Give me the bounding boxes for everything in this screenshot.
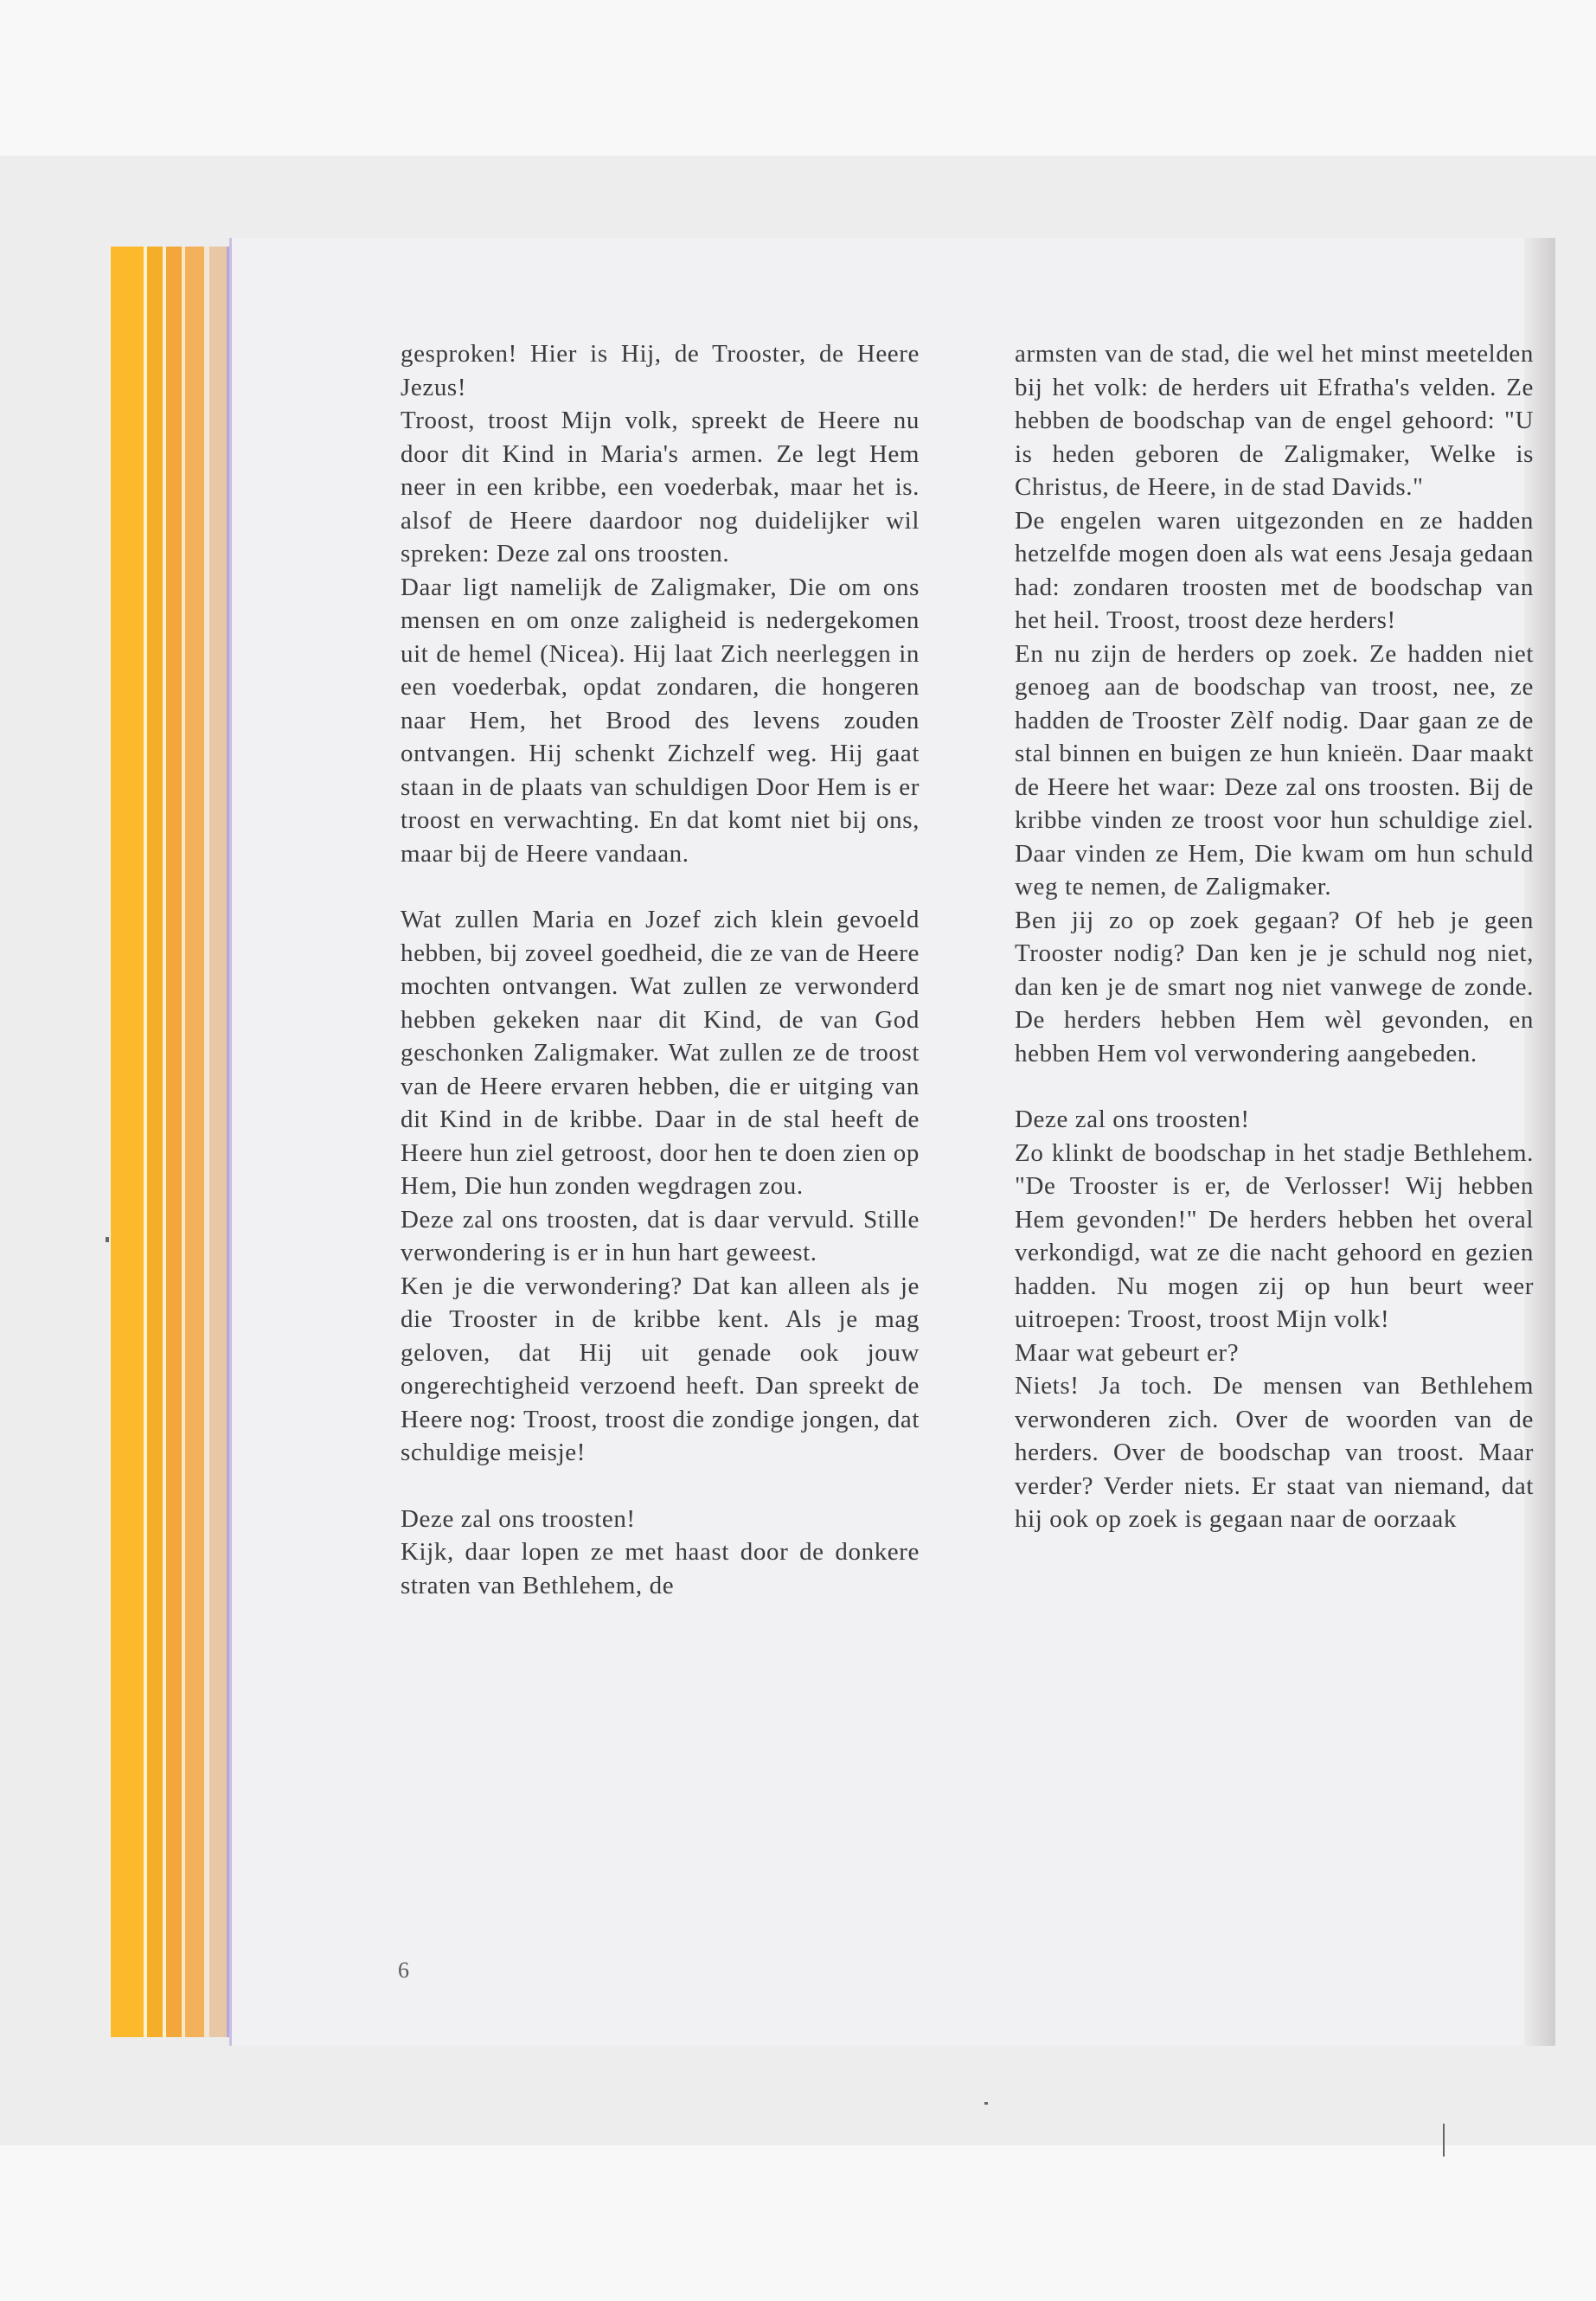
paragraph: Zo klinkt de boodschap in het stadje Bethlehem. "De Trooster is er, de Verlosser! Wij hebben Hem gevonden!" De herders hebben het overal verkondigd, wat ze die nacht gehoord en gezien hadden. Nu mogen zij op hun beurt weer uitroepen: Troost, troost Mijn volk!: [1015, 1138, 1534, 1333]
page-edge-yellow: [147, 247, 163, 2037]
page-edges: [111, 247, 240, 2037]
scan-artifact: [106, 1237, 109, 1242]
paragraph: Wat zullen Maria en Jozef zich klein gevoeld hebben, bij zoveel goedheid, die ze van de Heere mochten ontvangen. Wat zullen ze verwonderd hebben gekeken naar dit Kind, de van God geschonken Zaligmaker. Wat zullen ze de troost van de Heere ervaren hebben, die er uitging van dit Kind in de kribbe. Daar in de stal heeft de Heere hun ziel getroost, door hen te doen zien op Hem, Die hun zonden wegdragen zou.: [401, 906, 920, 1200]
paragraph: Ben jij zo op zoek gegaan? Of heb je geen Trooster nodig? Dan ken je je schuld nog niet, dan ken je de smart nog niet vanwege de zonde. De herders hebben Hem wèl gevonden, en hebben Hem vol verwondering aangebeden.: [1015, 906, 1534, 1067]
page-edge-tan: [209, 247, 227, 2037]
scan-artifact: [984, 2102, 988, 2105]
paragraph: Deze zal ons troosten!: [401, 1504, 636, 1533]
paragraph: De engelen waren uitgezonden en ze hadden hetzelfde mogen doen als wat eens Jesaja gedaan had: zondaren troosten met de boodschap van het heil. Troost, troost deze herders!: [1015, 506, 1534, 634]
right-text-column: [1015, 337, 1534, 1536]
paragraph: Kijk, daar lopen ze met haast door de donkere straten van Bethlehem, de: [401, 1538, 920, 1599]
page-edge-orange: [166, 247, 182, 2037]
paragraph: En nu zijn de herders op zoek. Ze hadden niet genoeg aan de boodschap van troost, nee, ze hadden de Trooster Zèlf nodig. Daar gaan ze de stal binnen en buigen ze hun knieën. Daar maakt de Heere het waar: Deze zal ons troosten. Bij de kribbe vinden ze troost voor hun schuldige ziel. Daar vinden ze Hem, Die kwam om hun schuld weg te nemen, de Zaligmaker.: [1015, 639, 1534, 901]
scan-artifact: [1443, 2124, 1445, 2157]
paragraph: Daar ligt namelijk de Zaligmaker, Die om ons mensen en om onze zaligheid is nedergekomen uit de hemel (Nicea). Hij laat Zich neerleggen in een voederbak, opdat zondaren, die hongeren naar Hem, het Brood des levens zouden ontvangen. Hij schenkt Zichzelf weg. Hij gaat staan in de plaats van schuldigen Door Hem is er troost en verwachting. En dat komt niet bij ons, maar bij de Heere vandaan.: [401, 573, 920, 868]
left-text-column: [401, 337, 920, 1602]
paragraph: armsten van de stad, die wel het minst meetelden bij het volk: de herders uit Efratha's velden. Ze hebben de boodschap van de engel gehoord: "U is heden geboren de Zaligmaker, Welke is Christus, de Heere, in de stad Davids.": [1015, 340, 1534, 501]
paragraph: Maar wat gebeurt er?: [1015, 1338, 1240, 1367]
page-edge-orange: [185, 247, 204, 2037]
book-page: [232, 238, 1555, 2046]
page-edge-yellow: [111, 247, 144, 2037]
paragraph: gesproken! Hier is Hij, de Trooster, de Heere Jezus!: [401, 340, 920, 401]
paragraph: Deze zal ons troosten!: [1015, 1106, 1250, 1133]
paragraph: Troost, troost Mijn volk, spreekt de Heere nu door dit Kind in Maria's armen. Ze legt Hem neer in een kribbe, een voederbak, maar het is. alsof de Heere daardoor nog duidelijker wil spreken: Deze zal ons troosten.: [401, 407, 920, 567]
paragraph: Niets! Ja toch. De mensen van Bethlehem verwonderen zich. Over de woorden van de herders. Over de boodschap van troost. Maar verder? Verder niets. Er staat van niemand, dat hij ook op zoek is gegaan naar de oorzaak: [1015, 1372, 1534, 1533]
page-number: 6: [398, 1958, 409, 1983]
paragraph: Ken je die verwondering? Dat kan alleen als je die Trooster in de kribbe kent. Als je mag geloven, dat Hij uit genade ook jouw ongerechtigheid verzoend heeft. Dan spreekt de Heere nog: Troost, troost die zondige jongen, dat schuldige meisje!: [401, 1272, 920, 1466]
paragraph: Deze zal ons troosten, dat is daar vervuld. Stille verwondering is er in hun hart geweest.: [401, 1205, 920, 1266]
